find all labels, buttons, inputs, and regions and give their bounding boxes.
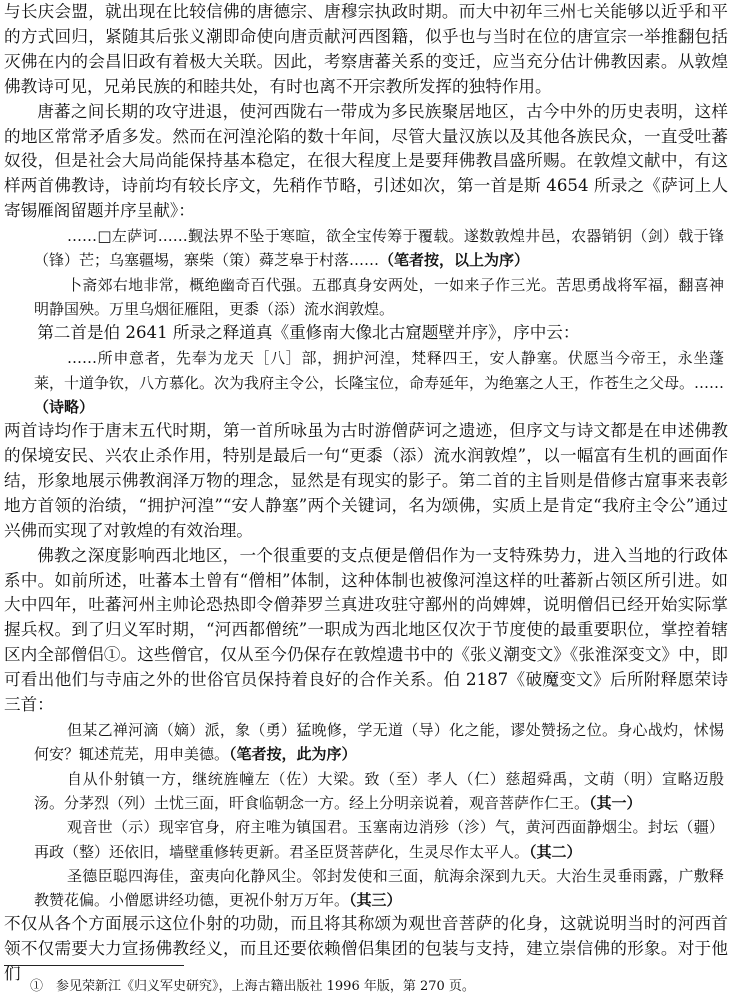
paragraph-2: 唐蕃之间长期的攻守进退，使河西陇右一带成为多民族聚居地区，古今中外的历史表明，这样的地区常常矛盾多发。然而在河湟沦陷的数十年间，尽管大量汉族以及其他各族民众，一直受吐蕃奴役，但是社会大局尚能保持基本稳定，在很大程度上是要拜佛教昌盛所赐。在敦煌文献中，有这样两首佛教诗，诗前均有较长序文，先稍作节略，引述如次，第一首是斯 4654 所录之《萨诃上人寄锡雁阁留题并序呈献》： (4, 101, 728, 221)
quote-3-poem-3 (4, 864, 728, 913)
quote-3-poem-3-text: 圣德臣聪四海佳，蛮夷向化静风尘。邻封发使和三面，航海余深到九天。大治生灵垂雨露，广敷释教赞花偏。小僧愿讲经功德，更祝仆射万万年。 (34, 866, 724, 910)
quote-2-preface-text: ……所申意者，先奉为龙天［八］部，拥护河湟，梵释四王，安人静塞。伏愿当今帝王，永坐蓬莱，十道争钦，八方慕化。次为我府主令公，长隆宝位，命寿延年，为绝塞之人王，作苍生之父母。…… (34, 349, 725, 392)
quote-3-poem-1 (4, 767, 728, 816)
quote-2-note: （诗略） (34, 397, 95, 416)
quote-2-preface (4, 346, 728, 419)
quote-1-preface-note: （笔者按，以上为序） (379, 251, 530, 270)
quote-3-poem-1-note: （其一） (589, 793, 642, 812)
paragraph-3: 第二首是伯 2641 所录之释道真《重修南大像北古窟题壁并序》，序中云： (37, 323, 580, 343)
paragraph-4: 两首诗均作于唐末五代时期，第一首所咏虽为古时游僧萨诃之遗迹，但序文与诗文都是在申述佛教的保境安民、兴农止杀作用，特别是最后一句“更黍（添）流水润敦煌”，以一幅富有生机的画面作结，形象地展示佛教润泽万物的理念，显然是有现实的影子。第二首的主旨则是借修古窟事来表彰地方首领的治绩，“拥护河湟”“安人静塞”两个关键词，名为颂佛，实质上是肯定“我府主令公”通过兴佛而实现了对敦煌的有效治理。 (4, 421, 728, 540)
paragraph-1: 与长庆会盟，就出现在比较信佛的唐德宗、唐穆宗执政时期。而大中初年三州七关能够以近乎和平的方式回归，紧随其后张义潮即命使向唐贡献河西图籍，似乎也与当时在位的唐宣宗一举推翻包括灭佛在内的会昌旧政有着极大关联。因此，考察唐蕃关系的变迁，应当充分估计佛教因素。从敦煌佛教诗可见，兄弟民族的和睦共处，有时也离不开宗教所发挥的独特作用。 (4, 2, 728, 96)
quote-1-poem: 卜斋郊右地非常，概绝幽奇百代强。五郡真身安两处，一如来子作三光。苦思勇战将军福，翻喜神明静国殃。万里乌烟征雁阻，更黍（添）流水润敦煌。 (34, 275, 724, 319)
quote-3-preface (4, 718, 728, 767)
quote-3-poem-3-note: （其三） (349, 891, 402, 910)
quote-3-poem-2 (4, 815, 728, 864)
quote-1-preface (4, 224, 728, 273)
quote-3-poem-2-note: （其二） (529, 842, 582, 861)
quote-3-poem-2-text: 观音世（示）现宰官身，府主唯为镇国君。玉塞南边消殄（沴）气，黄河西面静烟尘。封坛（疆）再政（整）还依旧，墙壁重修转更新。君圣臣贤菩萨化，生灵尽作太平人。 (34, 818, 724, 861)
quote-3-preface-text: 但某乙禅河滴（嫡）派，象（勇）猛晚修，学无道（导）化之能，谬处赞扬之位。身心战灼，怵惕何安？辄述荒芜，用申美德。 (34, 721, 724, 764)
footnote: ① 参见荣新江《归义军史研究》，上海古籍出版社 1996 年版，第 270 页。 (30, 979, 475, 994)
quote-3-preface-note: （笔者按，此为序） (229, 745, 357, 764)
paragraph-5: 佛教之深度影响西北地区，一个很重要的支点便是僧侣作为一支特殊势力，进入当地的行政体系中。如前所述，吐蕃本土曾有“僧相”体制，这种体制也被像河湟这样的吐蕃新占领区所引进。如大中四年，吐蕃河州主帅论恐热即令僧莽罗兰真进攻驻守鄯州的尚婢婢，说明僧侣已经开始实际掌握兵权。到了归义军时期，“河西都僧统”一职成为西北地区仅次于节度使的最重要职位，掌控着辖区内全部僧侣①。这些僧官，仅从至今仍保存在敦煌遗书中的《张义潮变文》《张淮深变文》中，即可看出他们与寺庙之外的世俗官员保持着良好的合作关系。伯 2187《破魔变文》后所附释愿荣诗三首： (4, 545, 728, 715)
quote-3-poem-1-text: 自从仆射镇一方，继统旌幢左（佐）大梁。致（至）孝人（仁）慈超舜禹，文萌（明）宣略迈殷汤。分茅烈（列）土忧三面，旰食临朝念一方。经上分明亲说着，观音菩萨作仁王。 (34, 769, 724, 812)
quote-1-preface-text: ……□左萨诃……觐法界不坠于寒暄，欲全宝传筹于覆载。遂数敦煌井邑，农器销钥（剑）戟于锋（锋）芒；乌塞疆埸，寨柴（策）蕣芝皋于村落…… (34, 227, 724, 270)
paragraph-6: 不仅从各个方面展示这位仆射的功勋，而且将其称颂为观世音菩萨的化身，这就说明当时的河西首领不仅需要大力宣扬佛教经义，而且还要依赖僧侣集团的包装与支持，建立崇信佛的形象。对于他们 (4, 914, 728, 984)
footnote-divider (4, 965, 184, 966)
